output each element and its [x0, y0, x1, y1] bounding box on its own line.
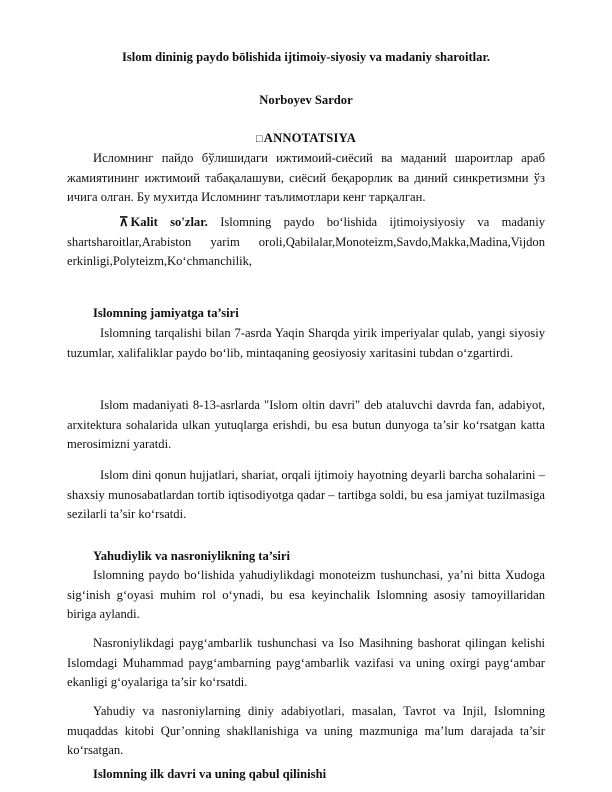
section-heading: Islomning ilk davri va uning qabul qilinishi [93, 767, 327, 781]
pin-glyph-icon: ⊼ [119, 214, 129, 229]
section-heading: Islomning jamiyatga ta’siri [93, 306, 239, 320]
annotation-heading [0, 131, 612, 146]
author-name: Norboyev Sardor [259, 93, 353, 107]
section-heading: Yahudiylik va nasroniylikning ta’siri [93, 549, 291, 563]
section-paragraph: Islom madaniyati 8-13-asrlarda "Islom oltin davri" deb ataluvchi davrda fan, adabiyot, arxitektura sohalarida ulkan yutuqlarga erishdi, bu esa butun dunyoga ta’sir ko‘rsatgan katta merosimizni yaratdi. [67, 398, 545, 451]
section-paragraph: Yahudiy va nasroniylarning diniy adabiyotlari, masalan, Tavrot va Injil, Islomning muqaddas kitobi Qur’onning shakllanishiga va uning mazmuniga ma’lum darajada ta’sir ko‘rsatgan. [67, 704, 545, 757]
section-paragraph: Islom dini qonun hujjatlari, shariat, orqali ijtimoiy hayotning deyarli barcha sohalarini – shaxsiy munosabatlardan tortib iqtisodiyotga qadar – tartibga soldi, bu esa jamiyat tuzilmasiga sezilarli ta’sir ko‘rsatdi. [67, 468, 545, 521]
annotation-heading-label: ANNOTATSIYA [263, 131, 357, 145]
section-paragraph: Islomning tarqalishi bilan 7-asrda Yaqin Sharqda yirik imperiyalar qulab, yangi siyosiy tuzumlar, xalifaliklar paydo bo‘lib, mintaqaning geosiyosiy xaritasini tubdan o‘zgartirdi. [67, 326, 545, 360]
keywords-paragraph [67, 212, 545, 272]
annotation-text: Исломнинг пайдо бўлишидаги ижтимоий-сиёсий ва маданий шароитлар араб жамиятининг ижтимоий табақалашуви, сиёсий беқарорлик ва диний синкретизмни ўз ичига олган. Бу мухитда Исломнинг таълимотлари кенг тарқалган. [67, 151, 545, 204]
keywords-label: Kalit so'zlar. [130, 215, 208, 229]
keywords-text: Islomning paydo bo‘lishida ijtimoiysiyosiy va madaniy shartsharoitlar,Arabiston yarim oroli,Qabilalar,Monoteizm,Savdo,Makka,Madina,Vijdon erkinligi,Polyteizm,Ko‘chmanchilik, [67, 215, 545, 268]
document-title: Islom dininig paydo bōlishida ijtimoiy-siyosiy va madaniy sharoitlar. [121, 50, 491, 64]
section-paragraph: Nasroniylikdagi payg‘ambarlik tushunchasi va Iso Masihning bashorat qilingan kelishi Islomdagi Muhammad payg‘ambarning payg‘ambarlik vazifasi va uning oxirgi payg‘ambar ekanligi g‘oyalariga ta’sir ko‘rsatdi. [67, 636, 545, 689]
box-glyph-icon: □ [255, 133, 263, 145]
section-paragraph: Islomning paydo bo‘lishida yahudiylikdagi monoteizm tushunchasi, ya’ni bitta Xudoga sig‘inish g‘oyasi muhim rol o‘ynadi, bu esa keyinchalik Islomning asosiy tamoyillaridan biriga aylandi. [67, 568, 545, 621]
